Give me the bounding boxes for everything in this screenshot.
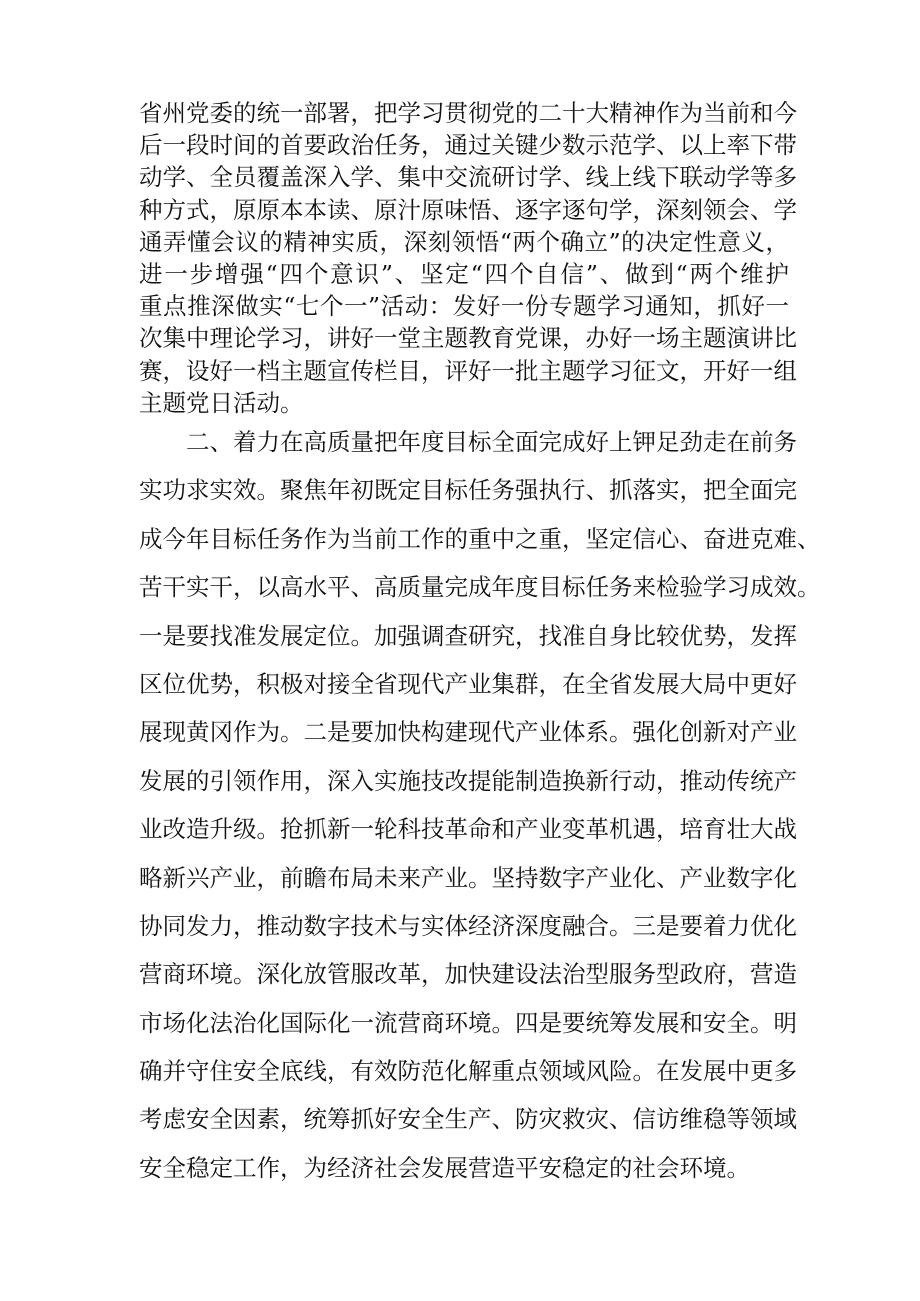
text-line: 苦干实干，以高水平、高质量完成年度目标任务来检验学习成效。 — [139, 573, 821, 602]
text-line: 一是要找准发展定位。加强调查研究，找准自身比较优势，发挥 — [139, 621, 797, 650]
text-line: 营商环境。深化放管服改革，加快建设法治型服务型政府，营造 — [139, 960, 797, 989]
text-line: 安全稳定工作，为经济社会发展营造平安稳定的社会环境。 — [139, 1153, 750, 1182]
text-line: 区位优势，积极对接全省现代产业集群，在全省发展大局中更好 — [139, 669, 797, 698]
text-line: 成今年目标任务作为当前工作的重中之重，坚定信心、奋进克难、 — [139, 524, 821, 553]
text-line: 展现黄冈作为。二是要加快构建现代产业体系。强化创新对产业 — [139, 718, 797, 747]
text-line: 确并守住安全底线，有效防范化解重点领域风险。在发展中更多 — [139, 1057, 797, 1086]
text-line: 主题党日活动。 — [139, 388, 304, 417]
text-line: 考虑安全因素，统筹抓好安全生产、防灾救灾、信访维稳等领域 — [139, 1105, 797, 1134]
text-line: 略新兴产业，前瞻布局未来产业。坚持数字产业化、产业数字化 — [139, 863, 797, 892]
text-line: 发展的引领作用，深入实施技改提能制造换新行动，推动传统产 — [139, 766, 797, 795]
text-line: 协同发力，推动数字技术与实体经济深度融合。三是要着力优化 — [139, 911, 797, 940]
text-line: 实功求实效。聚焦年初既定目标任务强执行、抓落实，把全面完 — [139, 476, 797, 505]
text-line: 业改造升级。抢抓新一轮科技革命和产业变革机遇，培育壮大战 — [139, 815, 797, 844]
text-line: 后一段时间的首要政治任务，通过关键少数示范学、以上率下带 — [139, 131, 797, 160]
text-line: 次集中理论学习，讲好一堂主题教育党课，办好一场主题演讲比 — [139, 324, 797, 353]
text-line: 通弄懂会议的精神实质，深刻领悟“两个确立”的决定性意义， — [139, 227, 789, 256]
text-line: 省州党委的统一部署，把学习贯彻党的二十大精神作为当前和今 — [139, 99, 797, 127]
text-line: 进一步增强“四个意识”、坚定“四个自信”、做到“两个维护 — [139, 259, 789, 288]
text-line: 种方式，原原本本读、原汁原味悟、逐字逐句学，深刻领会、学 — [139, 195, 797, 224]
text-line: 市场化法治化国际化一流营商环境。四是要统筹发展和安全。明 — [139, 1008, 797, 1037]
paragraph-study-deployment — [139, 97, 797, 419]
text-line: 重点推深做实“七个一”活动：发好一份专题学习通知，抓好一 — [139, 292, 789, 321]
section-heading-line: 二、着力在高质量把年度目标全面完成好上钾足劲走在前务 — [186, 428, 797, 456]
text-line: 赛，设好一档主题宣传栏目，评好一批主题学习征文，开好一组 — [139, 356, 797, 385]
paragraph-annual-goals — [139, 418, 821, 1192]
text-line: 动学、全员覆盖深入学、集中交流研讨学、线上线下联动学等多 — [139, 163, 797, 192]
